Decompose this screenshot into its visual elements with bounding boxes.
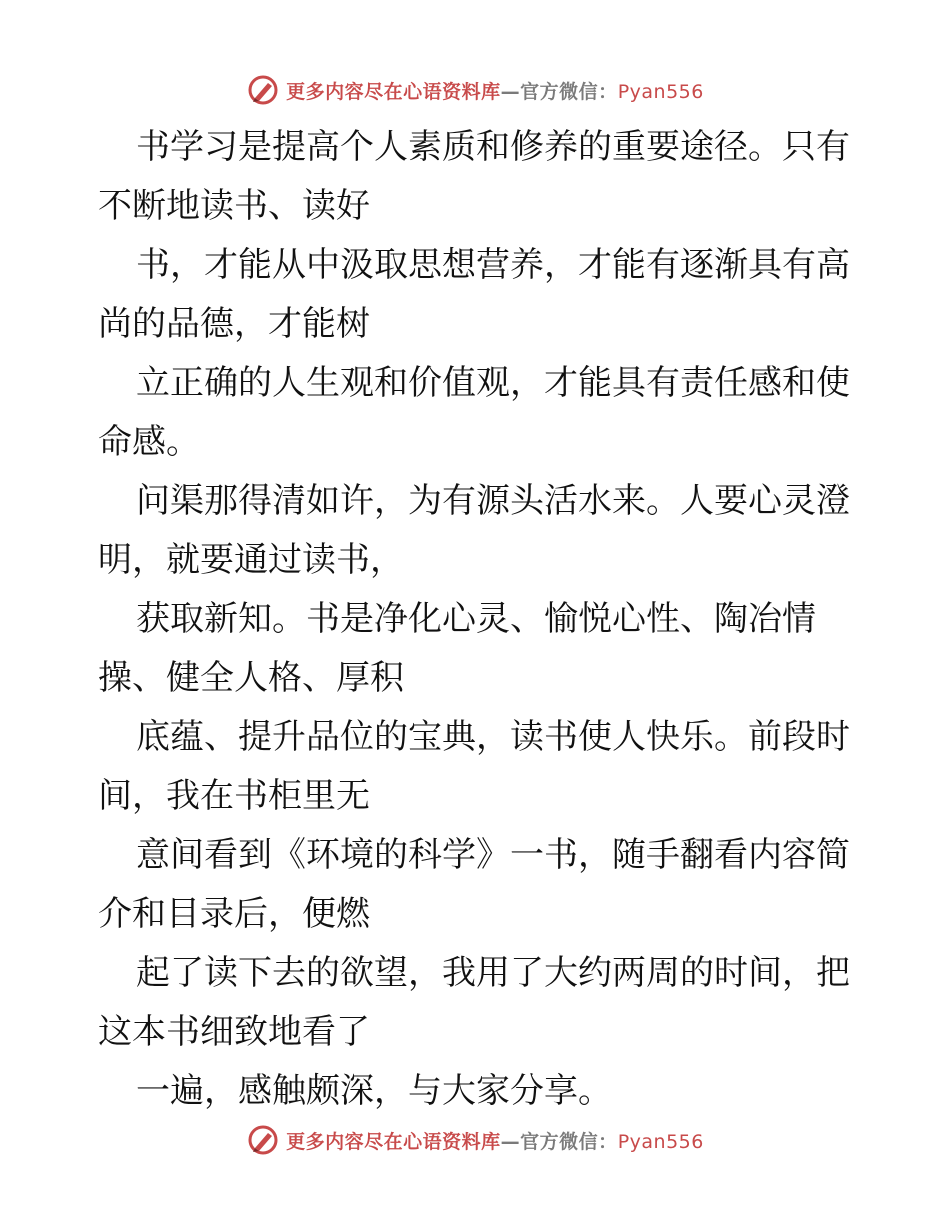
header-watermark (0, 70, 950, 110)
paragraph-line: 不断地读书、读好 (98, 186, 370, 226)
paragraph-line: 这本书细致地看了 (98, 1012, 370, 1052)
watermark-wechat-id: Pyan556 (617, 80, 704, 103)
paragraph-line: 书，才能从中汲取思想营养，才能有逐渐具有高 (136, 245, 850, 285)
watermark-site: 更多内容尽在心语资料库 (286, 80, 501, 103)
paragraph-line: 间，我在书柜里无 (98, 776, 370, 816)
paragraph-line: 底蕴、提升品位的宝典，读书使人快乐。前段时 (136, 717, 850, 757)
paragraph-line: 获取新知。书是净化心灵、愉悦心性、陶冶情 (136, 599, 816, 639)
watermark-text (286, 77, 704, 104)
paragraph-9 (98, 1062, 858, 1121)
watermark-dash: — (500, 80, 521, 103)
paragraph-4 (98, 472, 858, 590)
paragraph-line: 介和目录后，便燃 (98, 894, 370, 934)
paragraph-line: 起了读下去的欲望，我用了大约两周的时间，把 (136, 953, 850, 993)
watermark-wechat-id: Pyan556 (617, 1130, 704, 1153)
paragraph-3 (98, 354, 858, 472)
paragraph-line: 问渠那得清如许，为有源头活水来。人要心灵澄 (136, 481, 850, 521)
paragraph-5 (98, 590, 858, 708)
paragraph-7 (98, 826, 858, 944)
paragraph-8 (98, 944, 858, 1062)
watermark-official-label: 官方微信： (520, 80, 618, 103)
paragraph-line: 书学习是提高个人素质和修养的重要途径。只有 (136, 127, 850, 167)
paragraph-line: 意间看到《环境的科学》一书，随手翻看内容简 (136, 835, 850, 875)
watermark-site: 更多内容尽在心语资料库 (286, 1130, 501, 1153)
watermark-dash: — (500, 1130, 521, 1153)
paragraph-1 (98, 118, 858, 236)
paragraph-line: 命感。 (98, 422, 200, 462)
footer-watermark (0, 1120, 950, 1160)
paragraph-line: 尚的品德，才能树 (98, 304, 370, 344)
paragraph-line: 操、健全人格、厚积 (98, 658, 404, 698)
watermark-text (286, 1127, 704, 1154)
paragraph-line: 一遍，感触颇深，与大家分享。 (136, 1071, 612, 1111)
pen-logo-icon (246, 73, 280, 107)
paragraph-line: 明，就要通过读书， (98, 540, 404, 580)
pen-logo-icon (246, 1123, 280, 1157)
document-body (98, 118, 858, 1121)
paragraph-line: 立正确的人生观和价值观，才能具有责任感和使 (136, 363, 850, 403)
watermark-official-label: 官方微信： (520, 1130, 618, 1153)
paragraph-2 (98, 236, 858, 354)
paragraph-6 (98, 708, 858, 826)
